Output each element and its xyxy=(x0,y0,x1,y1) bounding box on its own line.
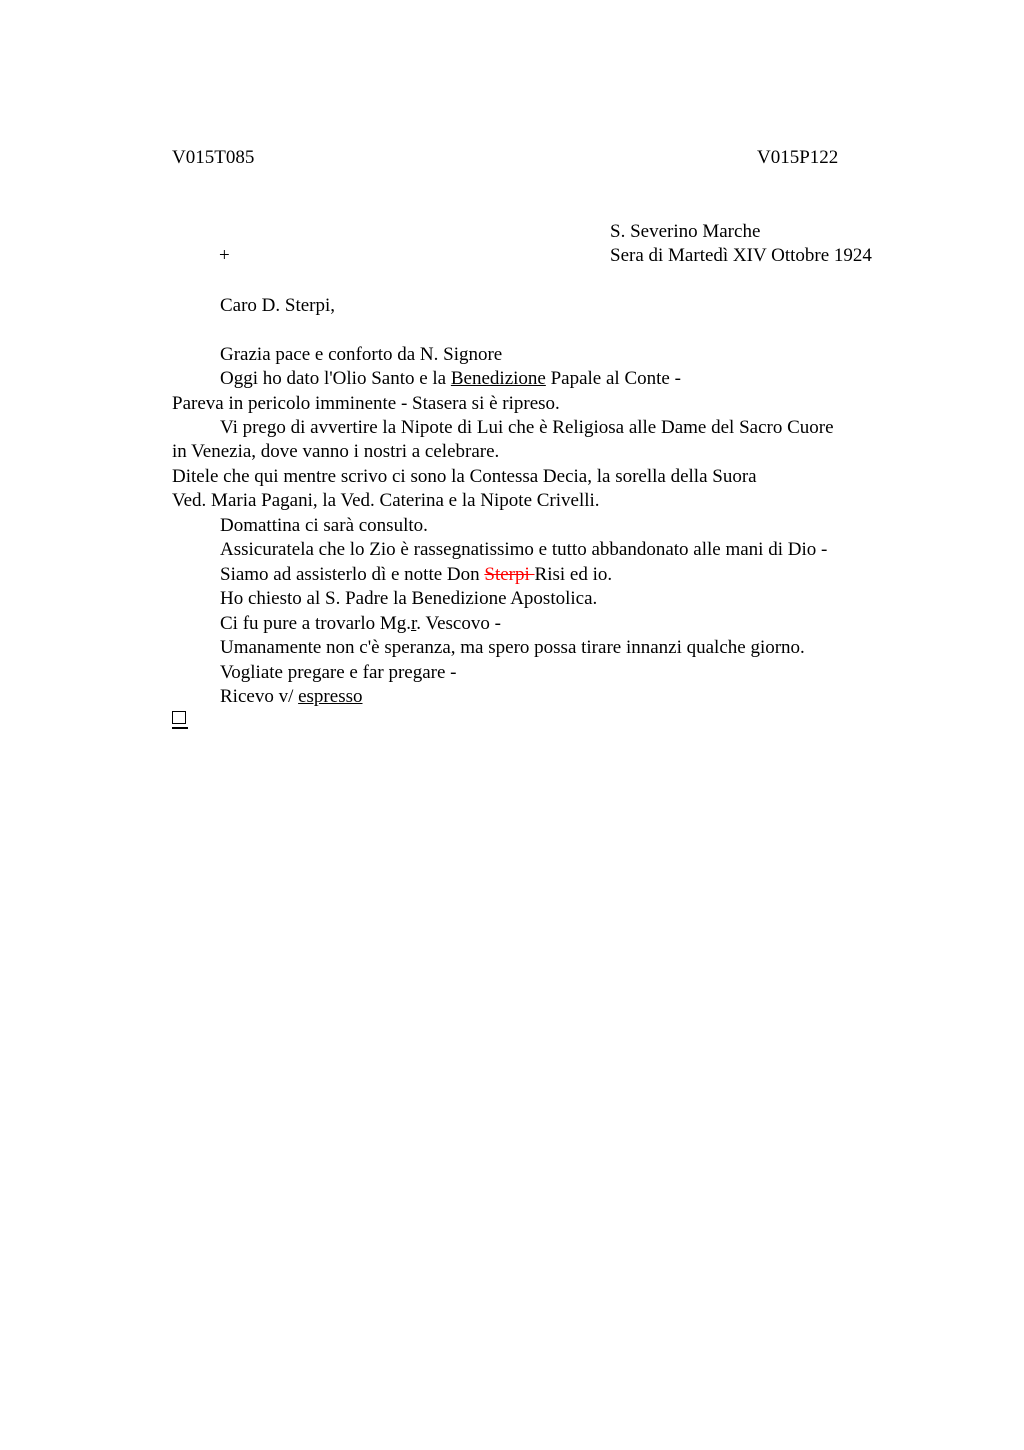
underlined-benedizione: Benedizione xyxy=(450,368,546,389)
salutation: Caro D. Sterpi, xyxy=(220,295,336,316)
body-line-2-text-b: Papale al Conte - xyxy=(545,368,681,389)
body-line-11: Ho chiesto al S. Padre la Benedizione Apostolica. xyxy=(220,588,598,609)
body-line-2-text-a: Oggi ho dato l'Olio Santo e la xyxy=(220,368,451,389)
body-line-6: Ditele che qui mentre scrivo ci sono la Contessa Decia, la sorella della Suora xyxy=(172,466,757,487)
body-line-4: Vi prego di avvertire la Nipote di Lui che è Religiosa alle Dame del Sacro Cuore xyxy=(220,417,834,438)
dateline-place: S. Severino Marche xyxy=(610,221,761,242)
cross-symbol: + xyxy=(219,245,230,266)
body-line-2 xyxy=(220,367,681,391)
body-line-1: Grazia pace e conforto da N. Signore xyxy=(220,344,503,365)
body-line-5: in Venezia, dove vanno i nostri a celebrare. xyxy=(172,441,500,462)
document-code-left: V015T085 xyxy=(172,147,255,168)
body-line-10-text-a: Siamo ad assisterlo dì e notte Don xyxy=(220,564,485,585)
body-line-15-text-a: Ricevo v/ xyxy=(220,686,299,707)
document-code-right: V015P122 xyxy=(757,147,839,168)
body-line-12-text-b: . Vescovo - xyxy=(416,613,501,634)
dateline-date: Sera di Martedì XIV Ottobre 1924 xyxy=(610,245,872,266)
body-line-14: Vogliate pregare e far pregare - xyxy=(220,662,457,683)
body-line-7: Ved. Maria Pagani, la Ved. Caterina e la Nipote Crivelli. xyxy=(172,490,600,511)
body-line-9: Assicuratela che lo Zio è rassegnatissimo e tutto abbandonato alle mani di Dio - xyxy=(220,539,828,560)
body-line-10 xyxy=(220,563,612,587)
body-line-12 xyxy=(220,612,501,636)
end-marker-box-icon xyxy=(172,711,186,724)
body-line-3: Pareva in pericolo imminente - Stasera si è ripreso. xyxy=(172,393,560,414)
body-line-15 xyxy=(220,685,363,709)
underlined-espresso: espresso xyxy=(298,686,363,707)
body-line-12-text-a: Ci fu pure a trovarlo Mg. xyxy=(220,613,412,634)
end-marker-underline xyxy=(172,727,188,729)
body-line-10-text-b: Risi ed io. xyxy=(534,564,613,585)
body-line-8: Domattina ci sarà consulto. xyxy=(220,515,428,536)
struck-word-sterpi: Sterpi xyxy=(484,564,535,585)
underlined-r: r xyxy=(411,613,417,634)
body-line-13: Umanamente non c'è speranza, ma spero possa tirare innanzi qualche giorno. xyxy=(220,637,805,658)
